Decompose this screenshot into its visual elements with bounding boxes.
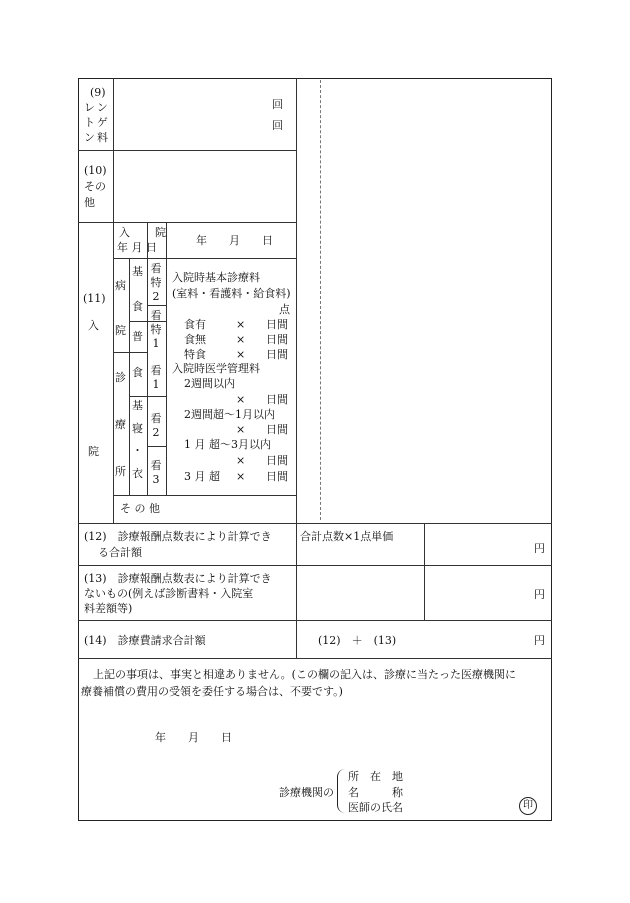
rule [129, 258, 130, 495]
sec9-number: (9) [90, 86, 106, 99]
nursing-grade: 看3 [150, 459, 162, 486]
rule [166, 222, 167, 495]
meal-type-char: 食 [132, 300, 143, 313]
seal-mark: 印 [519, 797, 537, 815]
sec14-formula: (12) ＋ (13) [318, 634, 397, 647]
multiply-sign: × [236, 348, 246, 361]
rule [78, 658, 552, 659]
hospital-char: 病 [115, 279, 126, 292]
multiply-sign: × [236, 393, 246, 406]
rule [147, 446, 166, 447]
rule [113, 258, 296, 259]
multiply-sign: × [236, 470, 246, 483]
sec10-label-2: 他 [84, 196, 95, 209]
meal-name: 食有 [184, 318, 206, 331]
days-unit: 日間 [266, 333, 288, 346]
cert-date: 年 月 日 [155, 731, 232, 744]
bedding-char: 寝 [132, 422, 143, 435]
multiply-sign: × [236, 454, 246, 467]
rule [78, 523, 552, 524]
multiply-sign: × [236, 333, 246, 346]
rule [113, 78, 114, 523]
admission-label-sub: 年 月 日 [117, 241, 157, 254]
sec12-label-1: (12) 診療報酬点数表により計算でき [84, 530, 272, 543]
other-label: そ の 他 [120, 502, 160, 515]
rule [424, 523, 425, 620]
form-frame [78, 78, 552, 821]
sec12-label-2: る合計額 [98, 546, 142, 559]
mgmt-period: 3 月 超 [184, 470, 220, 483]
bedding-char: 基 [132, 399, 143, 412]
mgmt-period: 2週間超〜1月以内 [184, 408, 275, 421]
clinic-char: 療 [115, 418, 126, 431]
doctor-name-label: 医師の氏名 [348, 801, 403, 814]
rule [113, 495, 296, 496]
admission-label: 入 院 [119, 226, 167, 239]
nursing-grade: 看2 [150, 412, 162, 439]
hospital-char: 院 [115, 324, 126, 337]
sec9-unit: 回 [272, 119, 283, 132]
sec11-label-2: 院 [88, 445, 99, 458]
meal-type-char: 普 [132, 330, 143, 343]
sec10-label-1: その [84, 180, 106, 193]
clinic-char: 所 [115, 465, 126, 478]
sec9-label-1: レン [84, 101, 110, 114]
nursing-grade: 看特2 [150, 262, 162, 303]
sec13-label-2: ないもの(例えば診断書料・入院室 [84, 587, 254, 600]
meal-type-char: 食 [132, 366, 143, 379]
sec13-label-3: 料差額等) [84, 602, 133, 615]
rule [78, 222, 296, 223]
brace [337, 769, 346, 813]
sec9-unit: 回 [272, 98, 283, 111]
mgmt-fee-title: 入院時医学管理料 [172, 362, 260, 375]
mgmt-period: 2週間以内 [184, 377, 235, 390]
institution-label: 診療機関の [279, 786, 334, 799]
sec11-number: (11) [83, 292, 106, 305]
admission-date: 年 月 日 [196, 234, 273, 247]
cert-text-2: 療養補償の費用の受領を委任する場合は、不要です。) [81, 685, 343, 698]
multiply-sign: × [236, 423, 246, 436]
dashed-divider [320, 80, 321, 520]
sec13-label-1: (13) 診療報酬点数表により計算でき [84, 572, 272, 585]
nursing-grade: 看1 [150, 364, 162, 391]
name-label: 名 称 [348, 786, 403, 799]
rule [78, 150, 296, 151]
bedding-char: 衣 [132, 467, 143, 480]
address-label: 所 在 地 [348, 770, 403, 783]
days-unit: 日間 [266, 393, 288, 406]
sec9-label-3: ン料 [84, 131, 110, 144]
sec12-calc: 合計点数×1点単価 [300, 530, 394, 543]
rule [78, 565, 552, 566]
meal-name: 食無 [184, 333, 206, 346]
rule [113, 352, 147, 353]
sec14-label: (14) 診療費請求合計額 [84, 634, 206, 647]
sec9-label-2: トゲ [84, 116, 110, 129]
yen-unit: 円 [534, 634, 545, 647]
rule [78, 620, 552, 621]
days-unit: 日間 [266, 318, 288, 331]
meal-type-char: 基 [132, 265, 143, 278]
multiply-sign: × [236, 318, 246, 331]
base-fee-sub: (室料・看護料・給食料) [172, 287, 291, 300]
base-fee-title: 入院時基本診療料 [172, 271, 260, 284]
days-unit: 日間 [266, 454, 288, 467]
mgmt-period: 1 月 超〜3月以内 [184, 438, 271, 451]
clinic-char: 診 [115, 371, 126, 384]
days-unit: 日間 [266, 423, 288, 436]
days-unit: 日間 [266, 470, 288, 483]
rule [147, 222, 148, 495]
yen-unit: 円 [534, 542, 545, 555]
sec10-number: (10) [84, 164, 107, 177]
cert-text-1: 上記の事項は、事実と相違ありません。(この欄の記入は、診療に当たった医療機関に [93, 668, 516, 681]
rule [296, 78, 297, 658]
yen-unit: 円 [534, 588, 545, 601]
bedding-char: ・ [132, 444, 143, 457]
sec11-label-1: 入 [88, 319, 99, 332]
rule [147, 305, 166, 306]
meal-name: 特食 [184, 348, 206, 361]
nursing-grade: 看特1 [150, 309, 162, 350]
points-unit: 点 [279, 303, 290, 316]
days-unit: 日間 [266, 348, 288, 361]
